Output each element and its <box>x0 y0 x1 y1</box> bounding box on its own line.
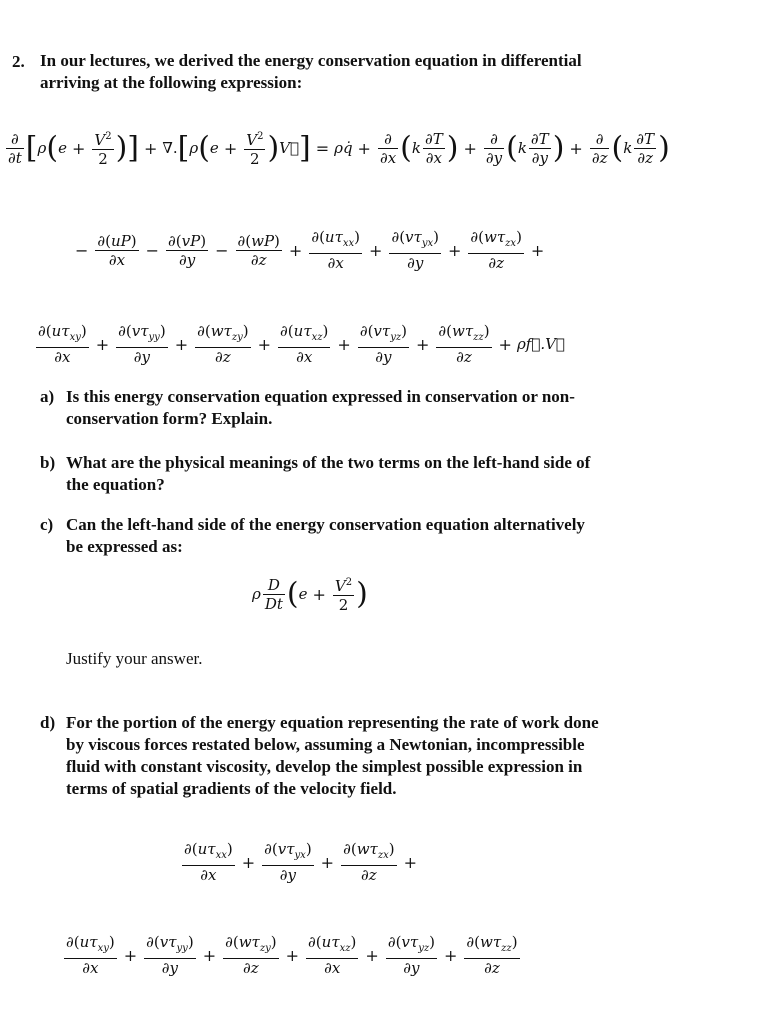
part-d-line4: terms of spatial gradients of the velocity field. <box>66 779 397 798</box>
question-intro-line1: In our lectures, we derived the energy conservation equation in differential <box>40 51 582 70</box>
part-a-label: a) <box>40 387 55 406</box>
part-b-line2: the equation? <box>66 475 165 494</box>
part-b-line1: What are the physical meanings of the two terms on the left-hand side of <box>66 453 591 472</box>
part-c-justify: Justify your answer. <box>66 649 203 668</box>
substantial-derivative-expression: ρ $\frac{D}{Dt}$ (e + $\frac{V^2}{2}$ ) <box>252 575 368 614</box>
part-c-line2: be expressed as: <box>66 537 183 556</box>
part-d-label: d) <box>40 713 56 732</box>
part-b-label: b) <box>40 453 56 472</box>
viscous-work-line1: $\frac{\partial(u\tau_{xx})}{\partial x}$ + $\frac{\partial(v\tau_{yx})}{\partial y}$ + $\frac{\partial(w\tau_{zx})}{\partial z}$ + <box>184 840 418 884</box>
part-d-line1: For the portion of the energy equation representing the rate of work done <box>66 713 599 732</box>
part-a-line1: Is this energy conservation equation expressed in conservation or non- <box>66 387 575 406</box>
energy-equation-line1: $\frac{\partial}{\partial t}$ [ρ(e + $\frac{V^2}{2}$ )] + ∇.[ρ(e + $\frac{V^2}{2}$ )V⃗] = ρq̇ + $\frac{\partial}{\partial x}$ (k $\frac{\partial T}{\partial x}$ ) + $\frac{\partial}{\partial y}$ (k $\frac{\partial T}{\partial y}$ ) + $\frac{\partial}{\partial z}$ (k $\frac{\partial T}{\partial z}$ ) <box>8 129 670 168</box>
part-c-label: c) <box>40 515 54 534</box>
question-intro-line2: arriving at the following expression: <box>40 73 303 92</box>
viscous-work-line2: $\frac{\partial(u\tau_{xy})}{\partial x}$ + $\frac{\partial(v\tau_{yy})}{\partial y}$ + $\frac{\partial(w\tau_{zy})}{\partial z}$ + $\frac{\partial(u\tau_{xz})}{\partial x}$ + $\frac{\partial(v\tau_{yz})}{\partial y}$ + $\frac{\partial(w\tau_{zz})}{\partial z}$ <box>66 933 518 977</box>
part-d-line3: fluid with constant viscosity, develop the simplest possible expression in <box>66 757 583 776</box>
energy-equation-line3: $\frac{\partial(u\tau_{xy})}{\partial x}$ + $\frac{\partial(v\tau_{yy})}{\partial y}$ + $\frac{\partial(w\tau_{zy})}{\partial z}$ + $\frac{\partial(u\tau_{xz})}{\partial x}$ + $\frac{\partial(v\tau_{yz})}{\partial y}$ + $\frac{\partial(w\tau_{zz})}{\partial z}$ + ρf⃗.V⃗ <box>38 322 565 366</box>
part-a-line2: conservation form? Explain. <box>66 409 273 428</box>
part-d-line2: by viscous forces restated below, assuming a Newtonian, incompressible <box>66 735 585 754</box>
question-number: 2. <box>12 52 25 71</box>
part-c-line1: Can the left-hand side of the energy conservation equation alternatively <box>66 515 585 534</box>
energy-equation-line2: − $\frac{\partial(uP)}{\partial x}$ − $\frac{\partial(vP)}{\partial y}$ − $\frac{\partial(wP)}{\partial z}$ + $\frac{\partial(u\tau_{xx})}{\partial x}$ + $\frac{\partial(v\tau_{yx})}{\partial y}$ + $\frac{\partial(w\tau_{zx})}{\partial z}$ + <box>75 228 545 272</box>
